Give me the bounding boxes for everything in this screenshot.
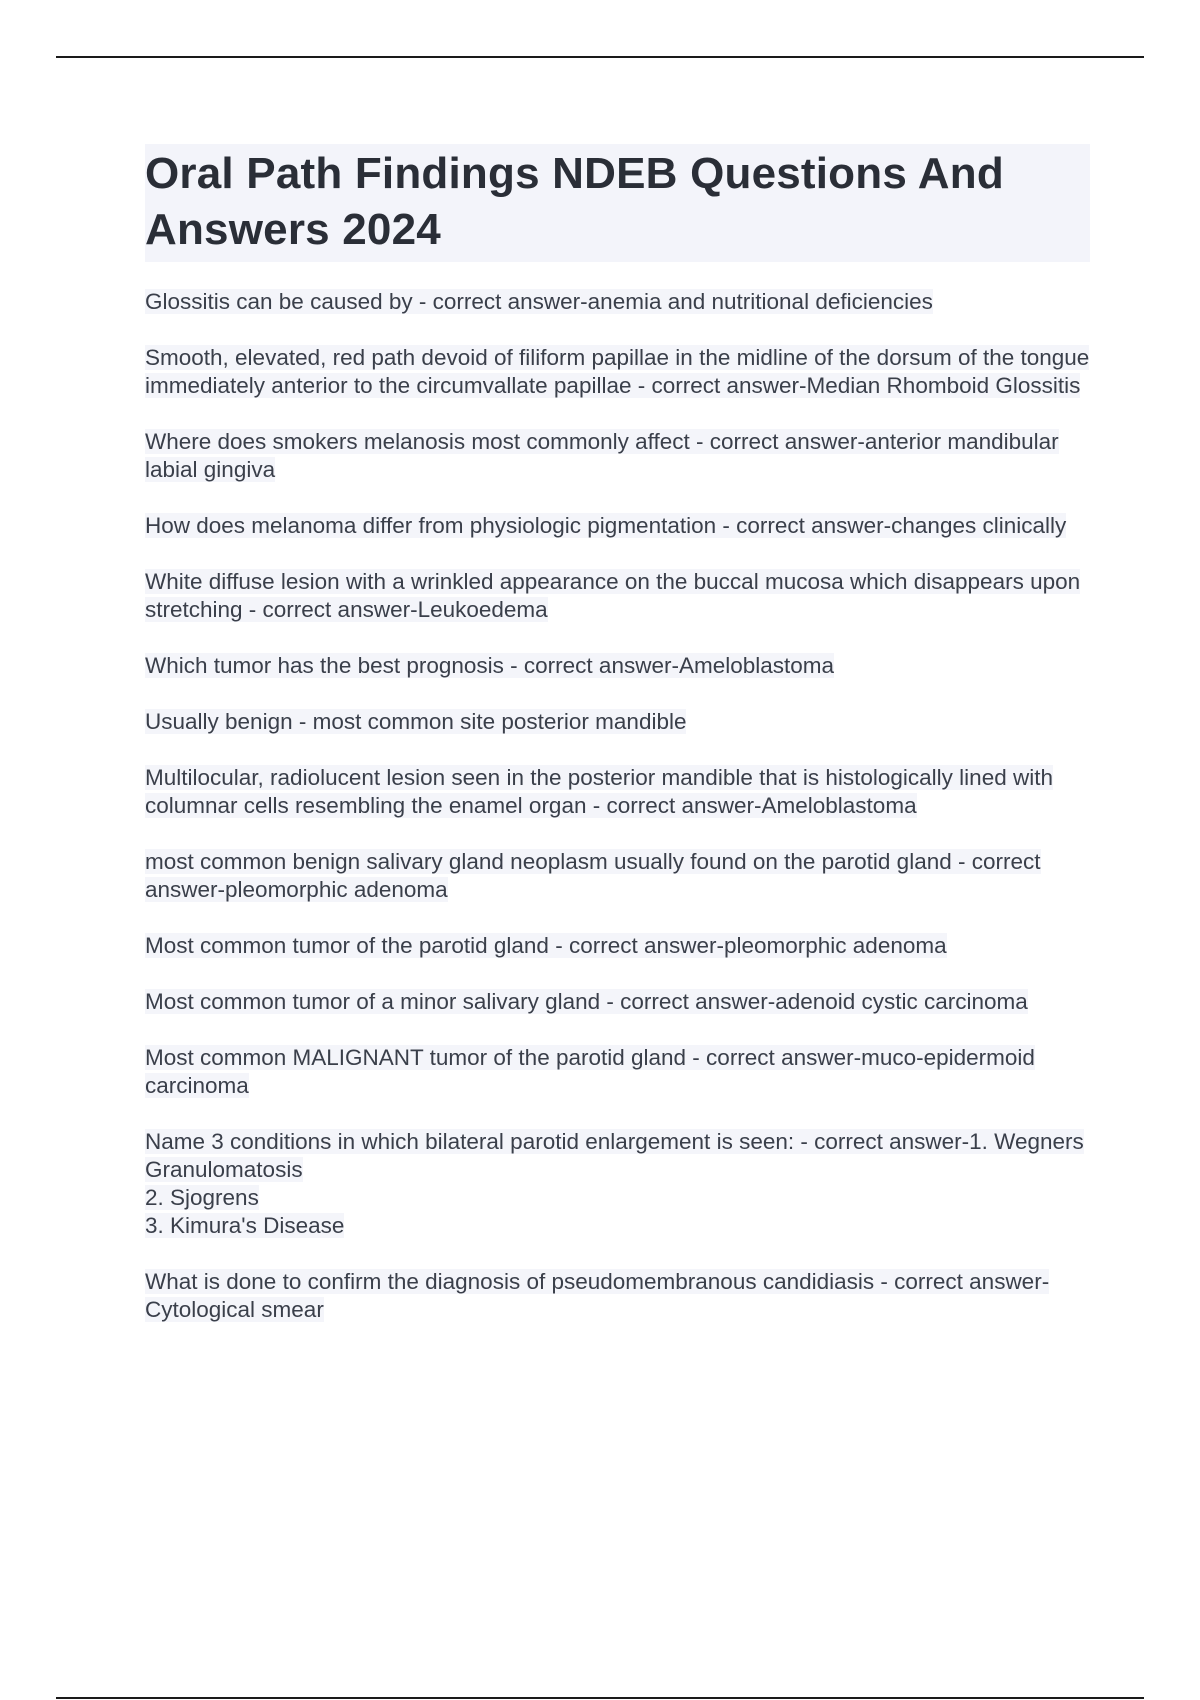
qa-item-6 <box>145 652 1090 680</box>
qa-item-2 <box>145 344 1090 400</box>
qa-text: What is done to confirm the diagnosis of pseudomembranous candidiasis - correct answer-Cytological smear <box>145 1269 1050 1322</box>
qa-item-9 <box>145 848 1090 904</box>
qa-item-10 <box>145 932 1090 960</box>
qa-text: Name 3 conditions in which bilateral parotid enlargement is seen: - correct answer-1. Wegners Granulomatosis 2. Sjogrens 3. Kimura's Disease <box>145 1129 1084 1238</box>
qa-text: Glossitis can be caused by - correct answer-anemia and nutritional deficiencies <box>145 289 933 314</box>
qa-item-14 <box>145 1268 1090 1324</box>
qa-text: White diffuse lesion with a wrinkled appearance on the buccal mucosa which disappears upon stretching - correct answer-Leukoedema <box>145 569 1081 622</box>
qa-item-12 <box>145 1044 1090 1100</box>
qa-item-1 <box>145 288 1090 316</box>
qa-text: Most common tumor of a minor salivary gland - correct answer-adenoid cystic carcinoma <box>145 989 1028 1014</box>
qa-item-13 <box>145 1128 1090 1240</box>
qa-text: How does melanoma differ from physiologic pigmentation - correct answer-changes clinically <box>145 513 1067 538</box>
qa-item-5 <box>145 568 1090 624</box>
qa-item-4 <box>145 512 1090 540</box>
qa-item-8 <box>145 764 1090 820</box>
top-divider <box>56 56 1144 58</box>
qa-item-7 <box>145 708 1090 736</box>
qa-text: most common benign salivary gland neoplasm usually found on the parotid gland - correct answer-pleomorphic adenoma <box>145 849 1041 902</box>
qa-text: Usually benign - most common site posterior mandible <box>145 709 687 734</box>
qa-item-3 <box>145 428 1090 484</box>
qa-item-11 <box>145 988 1090 1016</box>
bottom-divider <box>56 1697 1144 1699</box>
title-block <box>145 144 1090 262</box>
qa-list <box>145 288 1090 1324</box>
qa-text: Most common tumor of the parotid gland - correct answer-pleomorphic adenoma <box>145 933 947 958</box>
qa-text: Multilocular, radiolucent lesion seen in the posterior mandible that is histologically lined with columnar cells resembling the enamel organ - correct answer-Ameloblastoma <box>145 765 1053 818</box>
page-title: Oral Path Findings NDEB Questions And Answers 2024 <box>145 149 1004 254</box>
qa-text: Where does smokers melanosis most commonly affect - correct answer-anterior mandibular labial gingiva <box>145 429 1059 482</box>
document-body <box>145 144 1090 1352</box>
qa-text: Smooth, elevated, red path devoid of filiform papillae in the midline of the dorsum of the tongue immediately anterior to the circumvallate papillae - correct answer-Median Rhomboid Glossitis <box>145 345 1090 398</box>
qa-text: Most common MALIGNANT tumor of the parotid gland - correct answer-muco-epidermoid carcinoma <box>145 1045 1035 1098</box>
qa-text: Which tumor has the best prognosis - correct answer-Ameloblastoma <box>145 653 835 678</box>
